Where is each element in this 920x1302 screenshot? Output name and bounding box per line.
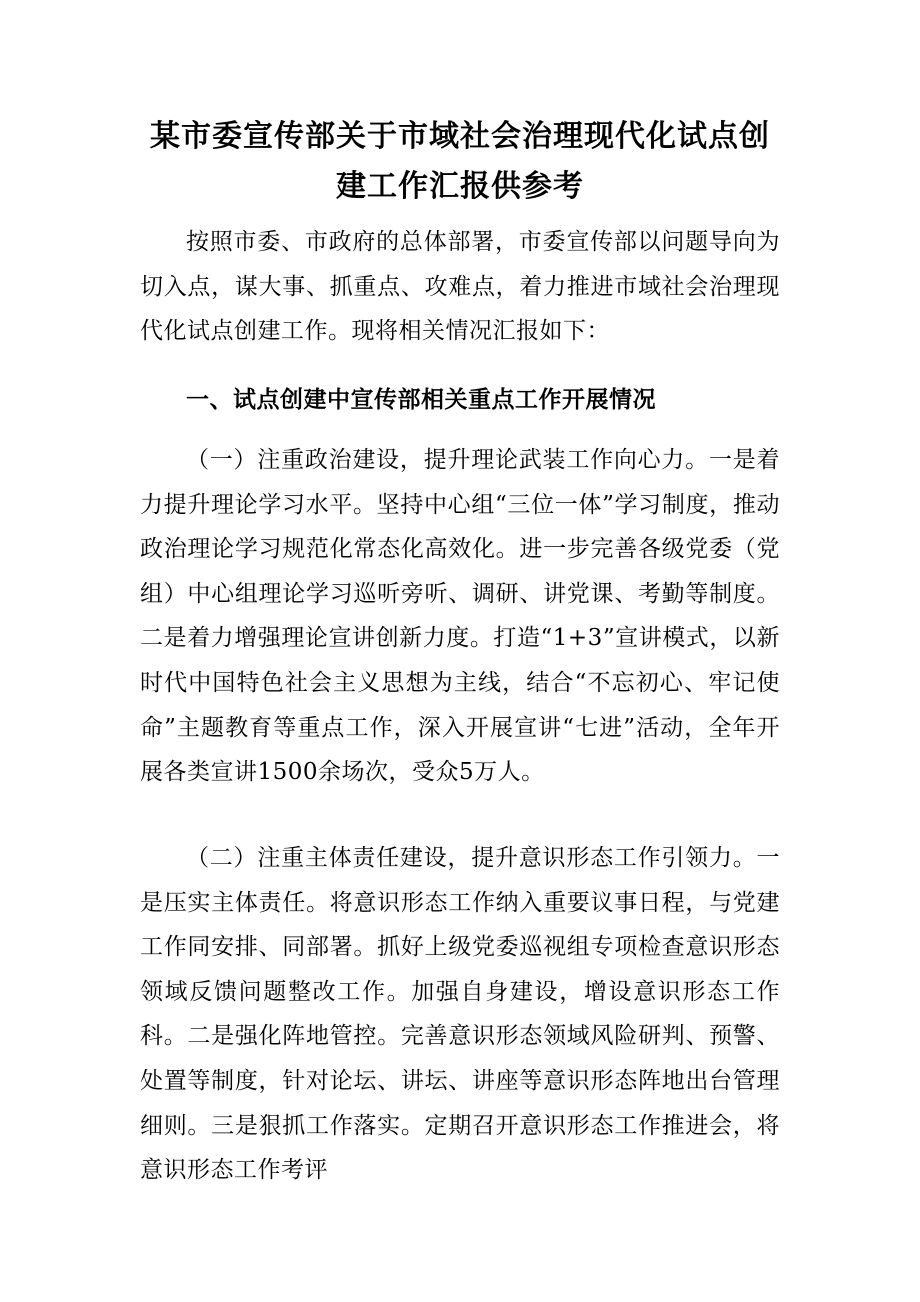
document-title: 某市委宣传部关于市域社会治理现代化试点创建工作汇报供参考 — [150, 119, 770, 204]
intro-paragraph: 按照市委、市政府的总体部署，市委宣传部以问题导向为切入点，谋大事、抓重点、攻难点，着力推进市域社会治理现代化试点创建工作。现将相关情况汇报如下： — [140, 229, 780, 345]
section-heading: 一、试点创建中宣传部相关重点工作开展情况 — [186, 386, 656, 413]
body-paragraph-2: （二）注重主体责任建设，提升意识形态工作引领力。一是压实主体责任。将意识形态工作纳入重要议事日程，与党建工作同安排、同部署。抓好上级党委巡视组专项检查意识形态领域反馈问题整改工作。加强自身建设，增设意识形态工作科。二是强化阵地管控。完善意识形态领域风险研判、预警、处置等制度，针对论坛、讲坛、讲座等意识形态阵地出台管理细则。三是狠抓工作落实。定期召开意识形态工作推进会，将意识形态工作考评 — [140, 845, 780, 1184]
body-paragraph-1: （一）注重政治建设，提升理论武装工作向心力。一是着力提升理论学习水平。坚持中心组“三位一体”学习制度，推动政治理论学习规范化常态化高效化。进一步完善各级党委（党组）中心组理论学习巡听旁听、调研、讲党课、考勤等制度。二是着力增强理论宣讲创新力度。打造“1+3”宣讲模式，以新时代中国特色社会主义思想为主线，结合“不忘初心、牢记使命”主题教育等重点工作，深入开展宣讲“七进”活动，全年开展各类宣讲1500余场次，受众5万人。 — [140, 447, 780, 786]
